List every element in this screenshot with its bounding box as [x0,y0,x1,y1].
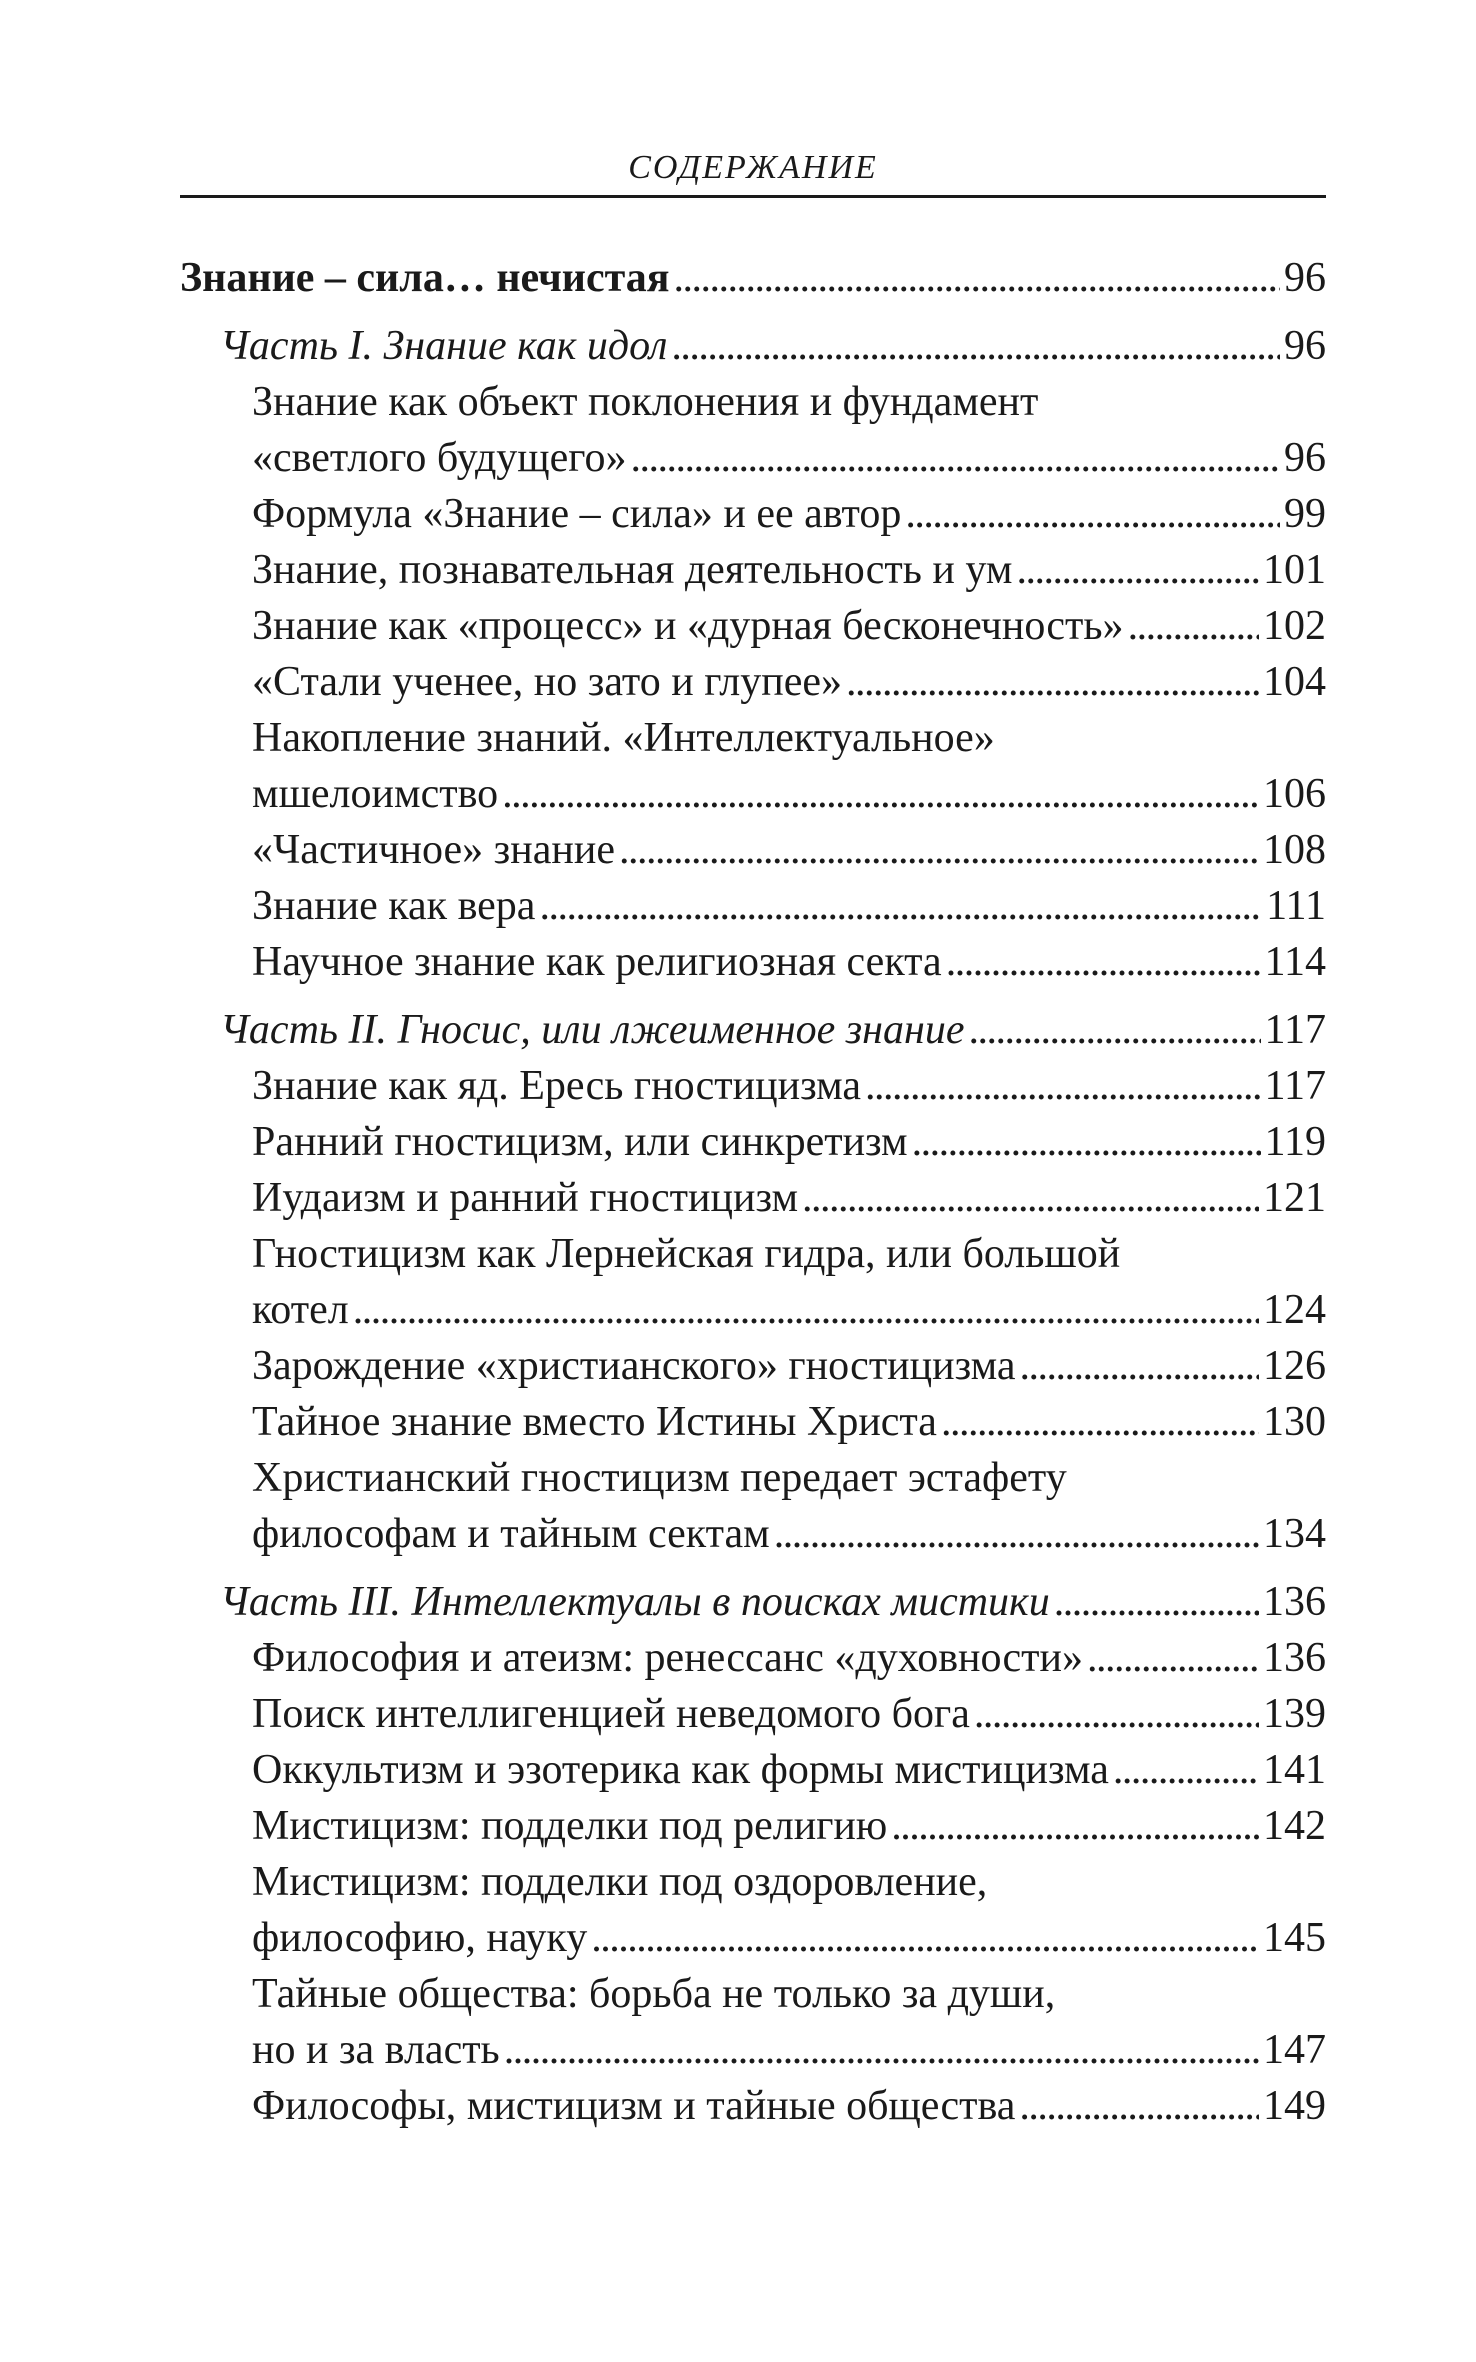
dot-leader [353,1282,1259,1338]
toc-entry [180,1058,1326,1114]
dot-leader [619,822,1259,878]
toc-entry [180,318,1326,374]
dot-leader [905,486,1280,542]
dot-leader [941,1394,1259,1450]
toc-page-number: 142 [1263,1803,1326,1849]
dot-leader [1087,1630,1259,1686]
toc-page-number: 111 [1266,883,1326,929]
toc-entry [180,542,1326,598]
toc-page-number: 121 [1263,1175,1326,1221]
toc-line [180,598,1326,654]
toc-title: Часть I. Знание как идол [220,323,668,369]
toc-page-number: 104 [1263,659,1326,705]
toc-line [180,766,1326,822]
toc-entry [180,1798,1326,1854]
toc-entry [180,934,1326,990]
toc-page-number: 149 [1263,2083,1326,2129]
toc-title: философию, науку [252,1915,588,1961]
header-rule [180,195,1326,198]
dot-leader [802,1170,1259,1226]
toc-line [180,1854,1326,1910]
dot-leader [1016,542,1259,598]
toc-title: философам и тайным сектам [252,1511,770,1557]
toc-title: Тайное знание вместо Истины Христа [252,1399,937,1445]
toc-page-number: 96 [1284,255,1326,301]
dot-leader [1020,1338,1259,1394]
toc-page-number: 136 [1263,1635,1326,1681]
toc-line [180,1394,1326,1450]
dot-leader [502,766,1259,822]
toc-title: мшелоимство [252,771,499,817]
toc-entry [180,1966,1326,2078]
toc-title: но и за власть [252,2027,500,2073]
toc-title: Знание как вера [252,883,536,929]
toc-title: Философия и атеизм: ренессанс «духовности» [252,1635,1084,1681]
toc-page-number: 130 [1263,1399,1326,1445]
toc-title: котел [252,1287,349,1333]
toc-line [180,1114,1326,1170]
toc-line [180,1170,1326,1226]
toc-title: Часть III. Интеллектуалы в поисках мистики [220,1579,1050,1625]
toc-page-number: 119 [1264,1119,1326,1165]
toc-title: Знание – сила… нечистая [180,255,670,301]
toc-line [180,1574,1326,1630]
dot-leader [865,1058,1261,1114]
toc-page-number: 147 [1263,2027,1326,2073]
toc-title: Формула «Знание – сила» и ее автор [252,491,902,537]
toc-page-number: 134 [1263,1511,1326,1557]
toc-title: Оккультизм и эзотерика как формы мистицизма [252,1747,1109,1793]
dot-leader [846,654,1259,710]
toc-title: Гностицизм как Лернейская гидра, или большой [252,1231,1121,1277]
toc-line [180,542,1326,598]
toc-line [180,710,1326,766]
toc-page-number: 136 [1263,1579,1326,1625]
toc-page-number: 117 [1264,1007,1326,1053]
toc-entry [180,1574,1326,1630]
toc-line [180,1966,1326,2022]
toc-title: Поиск интеллигенцией неведомого бога [252,1691,970,1737]
dot-leader [504,2022,1259,2078]
toc-title: «Стали ученее, но зато и глупее» [252,659,843,705]
toc-title: Накопление знаний. «Интеллектуальное» [252,715,995,761]
toc-title: Мистицизм: подделки под религию [252,1803,888,1849]
toc-title: Научное знание как религиозная секта [252,939,942,985]
toc-entry [180,1854,1326,1966]
toc-line [180,1058,1326,1114]
toc-entry [180,822,1326,878]
toc-page-number: 96 [1284,435,1326,481]
toc-line [180,1506,1326,1562]
toc-line [180,2078,1326,2134]
dot-leader [974,1686,1259,1742]
running-header: СОДЕРЖАНИЕ [628,149,878,186]
dot-leader [969,1002,1261,1058]
toc-page-number: 96 [1284,323,1326,369]
dot-leader [630,430,1280,486]
toc-line [180,486,1326,542]
dot-leader [1113,1742,1259,1798]
dot-leader [946,934,1261,990]
toc-entry [180,1686,1326,1742]
toc-entry [180,486,1326,542]
toc-page-number: 124 [1263,1287,1326,1333]
toc-entry [180,374,1326,486]
toc-page-number: 117 [1264,1063,1326,1109]
toc-entry [180,250,1326,306]
toc-title: Философы, мистицизм и тайные общества [252,2083,1016,2129]
toc-line [180,1686,1326,1742]
toc-title: «Частичное» знание [252,827,615,873]
toc-title: Христианский гностицизм передает эстафету [252,1455,1067,1501]
toc-line [180,374,1326,430]
toc-line [180,250,1326,306]
toc-title: Знание как яд. Ересь гностицизма [252,1063,861,1109]
dot-leader [591,1910,1259,1966]
toc-line [180,1630,1326,1686]
toc-line [180,934,1326,990]
toc-entry [180,1742,1326,1798]
toc-line [180,2022,1326,2078]
toc-page-number: 139 [1263,1691,1326,1737]
toc-entry [180,598,1326,654]
toc-entry [180,1630,1326,1686]
table-of-contents [180,250,1326,2134]
toc-title: Тайные общества: борьба не только за души, [252,1971,1056,2017]
toc-title: Иудаизм и ранний гностицизм [252,1175,799,1221]
toc-line [180,1910,1326,1966]
toc-entry [180,1170,1326,1226]
toc-line [180,1282,1326,1338]
toc-title: Знание, познавательная деятельность и ум [252,547,1013,593]
toc-page-number: 102 [1263,603,1326,649]
toc-line [180,1798,1326,1854]
toc-title: Знание как «процесс» и «дурная бесконечность» [252,603,1124,649]
toc-line [180,318,1326,374]
toc-entry [180,1226,1326,1338]
toc-title: Знание как объект поклонения и фундамент [252,379,1039,425]
dot-leader [1054,1574,1259,1630]
toc-title: Мистицизм: подделки под оздоровление, [252,1859,988,1905]
toc-title: «светлого будущего» [252,435,627,481]
toc-page-number: 145 [1263,1915,1326,1961]
toc-entry [180,1450,1326,1562]
dot-leader [912,1114,1261,1170]
dot-leader [891,1798,1259,1854]
toc-page-number: 99 [1284,491,1326,537]
toc-page-number: 101 [1263,547,1326,593]
toc-entry [180,654,1326,710]
toc-line [180,654,1326,710]
toc-entry [180,1002,1326,1058]
toc-page-number: 106 [1263,771,1326,817]
toc-line [180,878,1326,934]
toc-page-number: 108 [1263,827,1326,873]
toc-title: Зарождение «христианского» гностицизма [252,1343,1016,1389]
toc-line [180,1338,1326,1394]
toc-line [180,430,1326,486]
toc-line [180,1002,1326,1058]
toc-line [180,822,1326,878]
toc-entry [180,1394,1326,1450]
toc-line [180,1226,1326,1282]
toc-page-number: 126 [1263,1343,1326,1389]
toc-entry [180,878,1326,934]
toc-entry [180,2078,1326,2134]
dot-leader [774,1506,1259,1562]
toc-title: Часть II. Гносис, или лжеименное знание [220,1007,965,1053]
toc-page-number: 114 [1264,939,1326,985]
toc-line [180,1742,1326,1798]
toc-entry [180,1114,1326,1170]
dot-leader [1019,2078,1259,2134]
dot-leader [671,318,1280,374]
dot-leader [1128,598,1259,654]
toc-line [180,1450,1326,1506]
dot-leader [674,250,1280,306]
toc-entry [180,710,1326,822]
dot-leader [539,878,1262,934]
toc-title: Ранний гностицизм, или синкретизм [252,1119,908,1165]
toc-entry [180,1338,1326,1394]
toc-page-number: 141 [1263,1747,1326,1793]
